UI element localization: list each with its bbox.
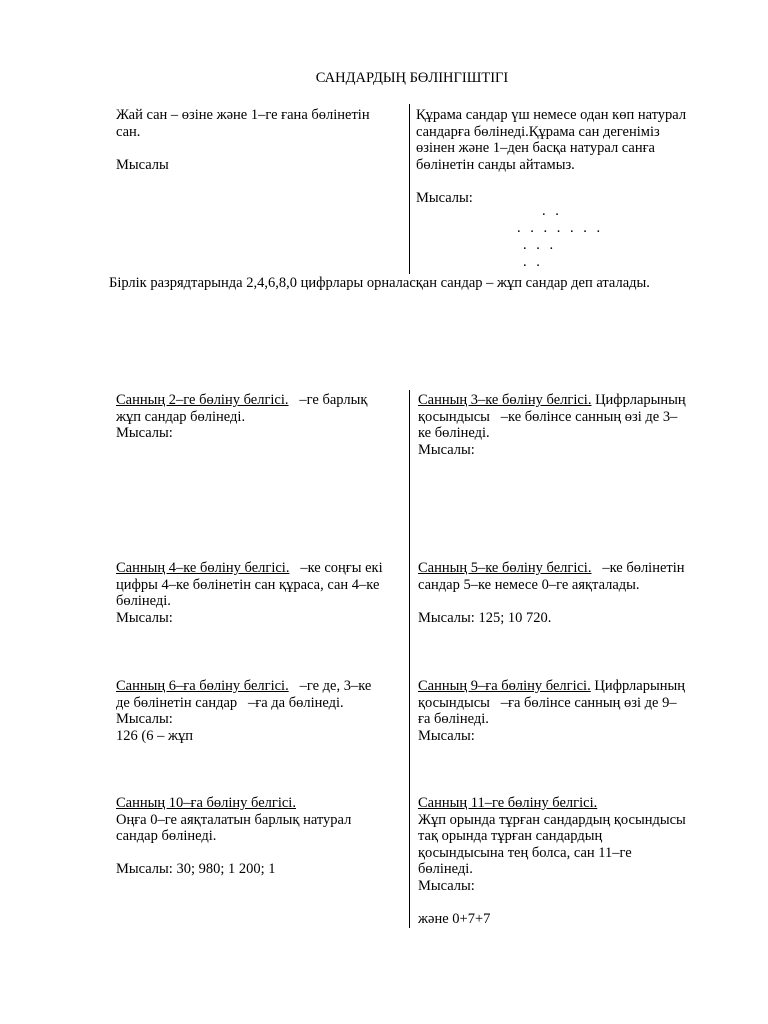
rule-11-line: Жұп орында тұрған сандардың қосындысы <box>418 811 686 828</box>
rule-9-tail: Цифрларының <box>590 678 685 694</box>
rule-10-line: сандар бөлінеді. <box>116 828 217 844</box>
rule-3 <box>418 392 686 458</box>
dot-row: . . <box>542 203 562 219</box>
composite-def-line: бөлінетін санды айтамыз. <box>416 156 575 173</box>
rule-11-heading: Санның 11–ге бөліну белгісі. <box>418 795 598 811</box>
column-divider-bottom <box>409 390 410 928</box>
even-number-note: Бірлік разрядтарында 2,4,6,8,0 цифрлары орналасқан сандар – жұп сандар деп аталады. <box>109 275 650 291</box>
rule-10 <box>116 795 351 878</box>
prime-definition <box>116 107 370 173</box>
page-title: САНДАРДЫҢ БӨЛІНГІШТІГІ <box>315 70 509 86</box>
rule-9-line: ға бөлінеді. <box>418 711 489 727</box>
prime-example-label: Мысалы <box>116 156 169 173</box>
rule-4-line: Мысалы: <box>116 609 173 626</box>
rule-4 <box>116 560 383 626</box>
rule-4-line: цифры 4–ке бөлінетін сан құраса, сан 4–ке <box>116 576 380 593</box>
rule-11-example: және 0+7+7 <box>418 910 491 927</box>
rule-2-tail: –ге барлық <box>288 392 368 408</box>
rule-10-line: Оңға 0–ге аяқталатын барлық натурал <box>116 811 352 828</box>
rule-2 <box>116 392 367 442</box>
composite-def-line: Құрама сандар үш немесе одан көп натурал <box>416 107 687 123</box>
rule-3-line: қосындысы –ке бөлінсе санның өзі де 3– <box>418 408 678 425</box>
composite-def-line: сандарға бөлінеді.Құрама сан дегеніміз <box>416 123 660 140</box>
rule-9 <box>418 678 685 744</box>
composite-definition <box>416 107 686 206</box>
rule-6-line: 126 (6 – жұп <box>116 727 193 744</box>
rule-2-line: Мысалы: <box>116 425 173 441</box>
rule-5-example: Мысалы: 125; 10 720. <box>418 609 552 626</box>
dot-row: . . . <box>523 237 557 253</box>
rule-6 <box>116 678 371 744</box>
rule-11 <box>418 795 686 927</box>
rule-3-heading: Санның 3–ке бөліну белгісі. <box>418 392 592 408</box>
rule-6-tail: –ге де, 3–ке <box>288 678 372 694</box>
rule-2-heading: Санның 2–ге бөліну белгісі. <box>116 392 289 408</box>
rule-9-line: қосындысы –ға бөлінсе санның өзі де 9– <box>418 694 677 711</box>
rule-2-line: жұп сандар бөлінеді. <box>116 408 246 425</box>
prime-def-line: сан. <box>116 123 141 140</box>
rule-3-line: Мысалы: <box>418 441 475 458</box>
rule-5 <box>418 560 685 626</box>
rule-10-heading: Санның 10–ға бөліну белгісі. <box>116 795 296 811</box>
rule-11-line: бөлінеді. <box>418 861 473 877</box>
rule-6-line: Мысалы: <box>116 711 173 727</box>
rule-5-heading: Санның 5–ке бөліну белгісі. <box>418 560 592 576</box>
rule-5-line: сандар 5–ке немесе 0–ге аяқталады. <box>418 576 640 593</box>
rule-4-tail: –ке соңғы екі <box>289 560 383 576</box>
rule-5-tail: –ке бөлінетін <box>591 560 685 576</box>
rule-3-tail: Цифрларының <box>591 392 686 408</box>
rule-9-line: Мысалы: <box>418 727 475 744</box>
composite-def-line: өзінен және 1–ден басқа натурал санға <box>416 140 655 156</box>
rule-3-line: ке бөлінеді. <box>418 425 490 441</box>
dot-row: . . <box>523 254 543 270</box>
dot-row: . . . . . . . <box>517 220 604 236</box>
prime-def-line: Жай сан – өзіне және 1–ге ғана бөлінетін <box>116 107 370 123</box>
rule-9-heading: Санның 9–ға бөліну белгісі. <box>418 678 591 694</box>
rule-6-line: де бөлінетін сандар –ға да бөлінеді. <box>116 694 344 711</box>
rule-11-line: тақ орында тұрған сандардың <box>418 828 603 844</box>
rule-6-heading: Санның 6–ға бөліну белгісі. <box>116 678 289 694</box>
column-divider-top <box>409 104 410 274</box>
rule-4-line: бөлінеді. <box>116 593 171 609</box>
rule-10-example: Мысалы: 30; 980; 1 200; 1 <box>116 861 276 877</box>
rule-11-line: Мысалы: <box>418 877 475 894</box>
rule-4-heading: Санның 4–ке бөліну белгісі. <box>116 560 290 576</box>
rule-11-line: қосындысына тең болса, сан 11–ге <box>418 844 632 861</box>
composite-example-label: Мысалы: <box>416 189 473 206</box>
